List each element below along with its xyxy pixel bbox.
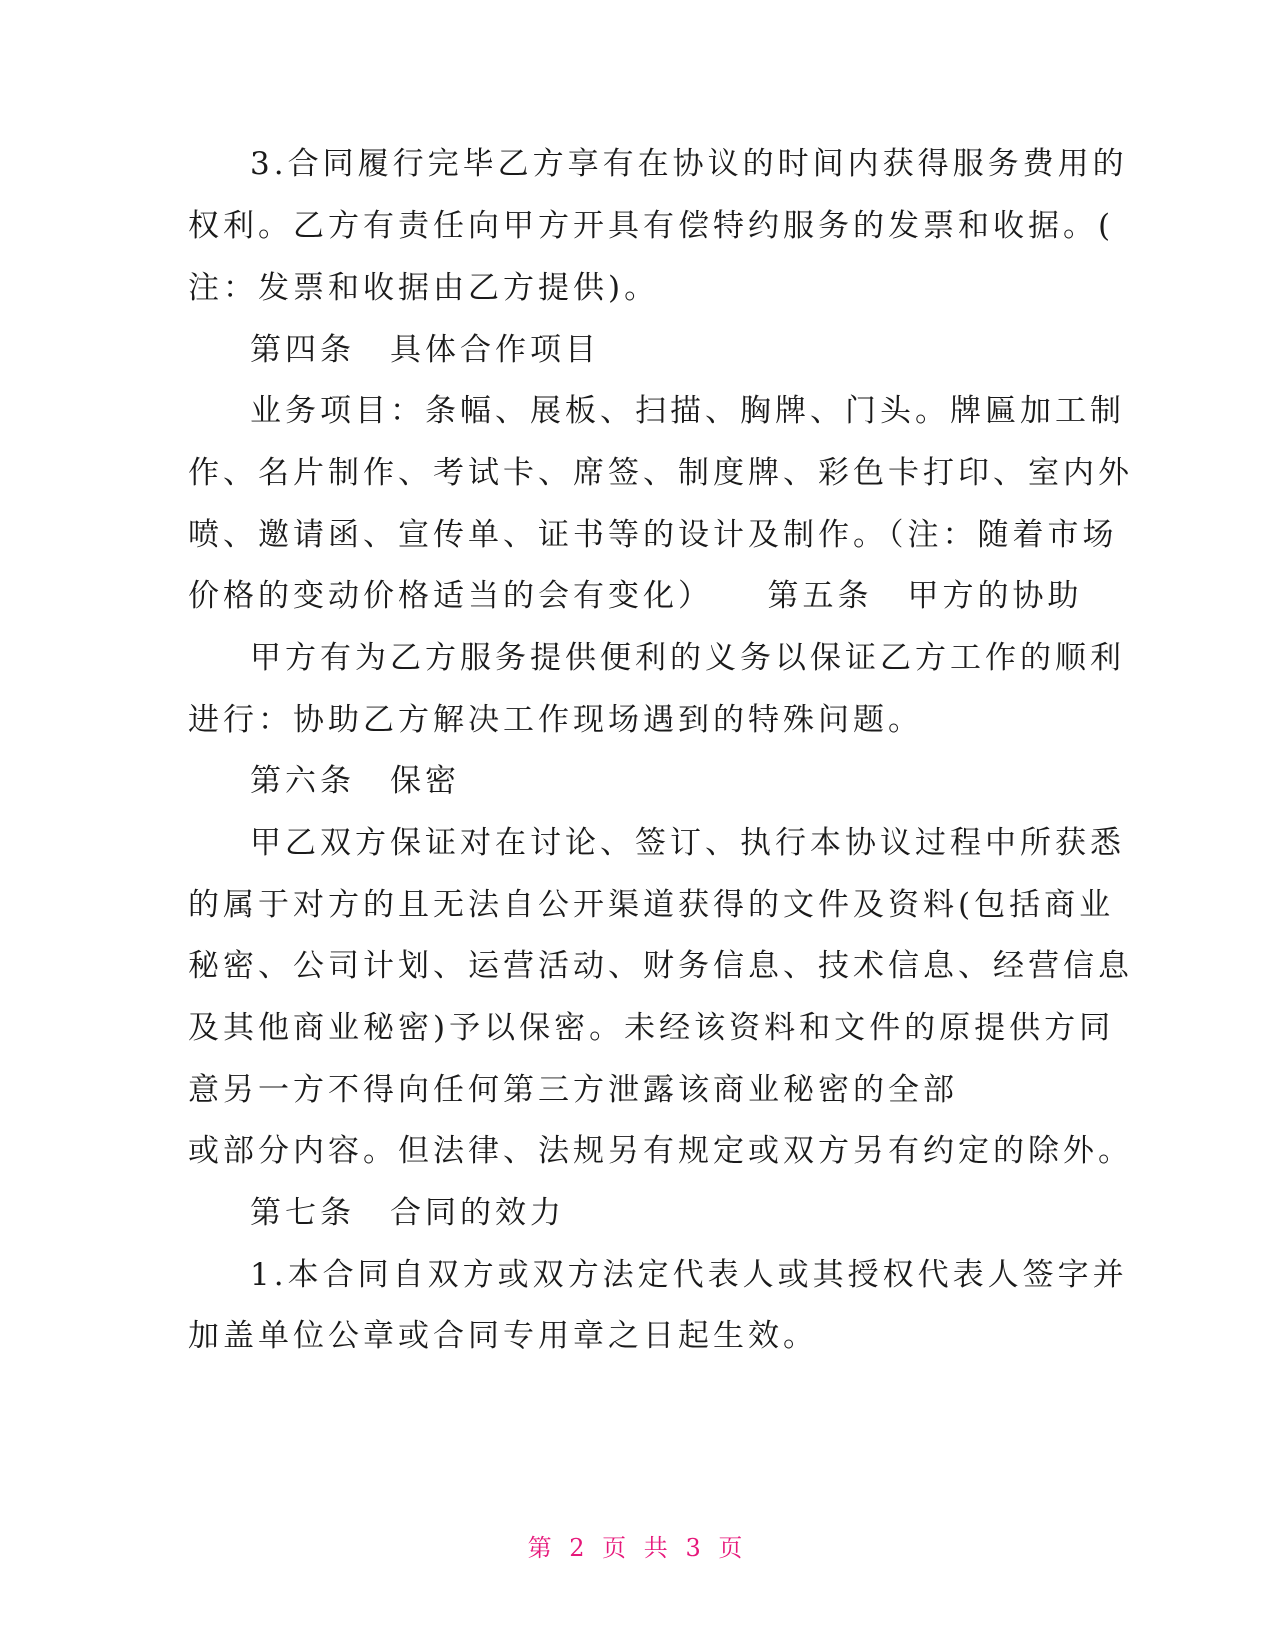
article-6-line-4: 及其他商业秘密)予以保密。未经该资料和文件的原提供方同 — [188, 1010, 1115, 1046]
article-4-line-4: 价格的变动价格适当的会有变化） 第五条 甲方的协助 — [188, 578, 1083, 614]
article-6-line-5: 意另一方不得向任何第三方泄露该商业秘密的全部 — [188, 1072, 958, 1108]
article-7-heading: 第七条 合同的效力 — [250, 1195, 565, 1231]
article-5-line-1: 甲方有为乙方服务提供便利的义务以保证乙方工作的顺利 — [250, 640, 1125, 676]
article-5-line-2: 进行：协助乙方解决工作现场遇到的特殊问题。 — [188, 702, 923, 738]
article-6-line-2: 的属于对方的且无法自公开渠道获得的文件及资料(包括商业 — [188, 887, 1115, 923]
page-number-footer: 第 2 页 共 3 页 — [527, 1534, 748, 1562]
article-4-line-3: 喷、邀请函、宣传单、证书等的设计及制作。（注：随着市场 — [188, 517, 1118, 553]
article-7-line-1: 1.本合同自双方或双方法定代表人或其授权代表人签字并 — [250, 1257, 1128, 1293]
clause-3-line-3: 注：发票和收据由乙方提供)。 — [188, 270, 660, 306]
clause-3-line-2: 权利。乙方有责任向甲方开具有偿特约服务的发票和收据。( — [188, 208, 1115, 244]
article-6-line-3: 秘密、公司计划、运营活动、财务信息、技术信息、经营信息 — [188, 948, 1133, 984]
article-4-line-2: 作、名片制作、考试卡、席签、制度牌、彩色卡打印、室内外 — [188, 455, 1133, 491]
article-7-line-2: 加盖单位公章或合同专用章之日起生效。 — [188, 1318, 818, 1354]
article-4-line-1: 业务项目：条幅、展板、扫描、胸牌、门头。牌匾加工制 — [250, 393, 1125, 429]
article-6-line-1: 甲乙双方保证对在讨论、签订、执行本协议过程中所获悉 — [250, 825, 1125, 861]
clause-3-line-1: 3.合同履行完毕乙方享有在协议的时间内获得服务费用的 — [250, 146, 1128, 182]
article-4-heading: 第四条 具体合作项目 — [250, 332, 600, 368]
article-6-heading: 第六条 保密 — [250, 763, 460, 799]
article-6-line-6: 或部分内容。但法律、法规另有规定或双方另有约定的除外。 — [188, 1133, 1133, 1169]
